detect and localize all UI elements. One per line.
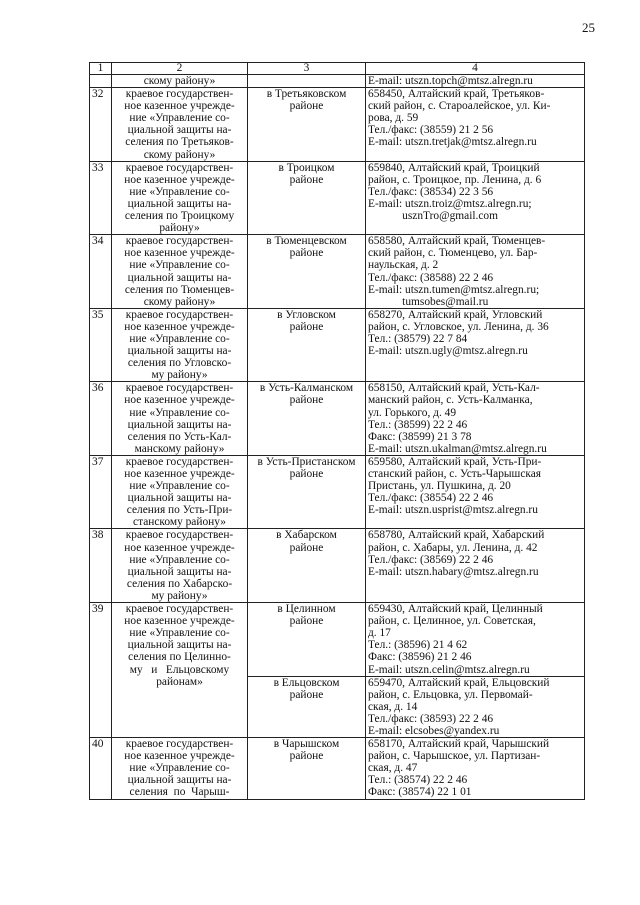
organization-line: ное казенное учрежде- bbox=[124, 247, 235, 260]
organization-line: скому району» bbox=[143, 75, 216, 87]
contact-line: E-mail: utszn.habary@mtsz.alregn.ru bbox=[368, 565, 539, 578]
organization-line: краевое государствен- bbox=[125, 161, 234, 174]
organization-line: ние «Управление со- bbox=[129, 185, 230, 198]
district-line: в Хабарском bbox=[276, 529, 337, 542]
organization-line: ное казенное учрежде- bbox=[124, 100, 235, 113]
organization-cell bbox=[112, 382, 248, 456]
contact-line: Тел.: (38599) 22 2 46 bbox=[368, 418, 468, 431]
contact-cell bbox=[366, 455, 585, 529]
contact-cell bbox=[366, 308, 585, 382]
table-row bbox=[90, 529, 585, 603]
organization-line: ние «Управление со- bbox=[129, 112, 230, 125]
contact-line: ский район, с. Тюменцево, ул. Бар- bbox=[368, 247, 538, 260]
organization-line: селения по Хабарско- bbox=[126, 577, 233, 590]
organization-line: ное казенное учрежде- bbox=[124, 615, 235, 628]
contact-line: E-mail: utszn.tumen@mtsz.alregn.ru; bbox=[368, 283, 540, 296]
contact-line: 658780, Алтайский край, Хабарский bbox=[368, 529, 545, 542]
district-line: районе bbox=[289, 541, 324, 554]
table-row bbox=[90, 88, 585, 162]
organization-line: циальной защиты на- bbox=[127, 124, 232, 137]
organization-cell bbox=[112, 308, 248, 382]
district-cell bbox=[248, 676, 366, 737]
organization-line: краевое государствен- bbox=[125, 235, 234, 248]
row-number: 36 bbox=[90, 382, 112, 456]
contact-line: E-mail: utszn.tretjak@mtsz.alregn.ru bbox=[368, 136, 537, 149]
district-cell bbox=[248, 235, 366, 309]
district-cell bbox=[248, 161, 366, 235]
organization-line: ное казенное учрежде- bbox=[124, 394, 235, 407]
column-header: 4 bbox=[366, 63, 585, 75]
contact-line: E-mail: utszn.topch@mtsz.alregn.ru bbox=[368, 75, 533, 87]
contact-line: Тел./факс: (38569) 22 2 46 bbox=[368, 553, 494, 566]
contact-cell bbox=[366, 676, 585, 737]
organization-line: селения по Целинно- bbox=[128, 651, 231, 664]
contact-line: Тел./факс: (38559) 21 2 56 bbox=[368, 124, 494, 137]
row-number: 35 bbox=[90, 308, 112, 382]
district-line: в Третьяковском bbox=[266, 88, 347, 101]
organization-line: станскому району» bbox=[133, 516, 226, 529]
district-line: в Угловском bbox=[277, 308, 336, 321]
organization-line: циальной защиты на- bbox=[127, 345, 232, 358]
district-line: районе bbox=[289, 688, 324, 701]
contact-line: Тел./факс: (38554) 22 2 46 bbox=[368, 492, 494, 505]
contact-cell bbox=[366, 75, 585, 88]
organization-cell bbox=[112, 455, 248, 529]
contact-line: E-mail: utszn.usprist@mtsz.alregn.ru bbox=[368, 504, 538, 517]
row-number: 38 bbox=[90, 529, 112, 603]
organization-line: циальной защиты на- bbox=[127, 639, 232, 652]
district-line: районе bbox=[289, 468, 324, 480]
contact-cell bbox=[366, 603, 585, 677]
organization-line: краевое государствен- bbox=[125, 738, 234, 751]
district-cell bbox=[248, 88, 366, 162]
column-header: 2 bbox=[112, 63, 248, 75]
organization-line: циальной защиты на- bbox=[127, 774, 232, 787]
contact-line: E-mail: utszn.celin@mtsz.alregn.ru bbox=[368, 663, 530, 676]
contact-line: Тел./факс: (38588) 22 2 46 bbox=[368, 271, 494, 284]
contact-line: ский район, с. Староалейское, ул. Ки- bbox=[368, 100, 551, 113]
organization-line: циальной защиты на- bbox=[127, 197, 232, 210]
contact-cell bbox=[366, 88, 585, 162]
district-line: в Тюменцевском bbox=[266, 235, 347, 248]
organization-line: скому району» bbox=[143, 295, 216, 308]
contact-line: usznTro@gmail.com bbox=[368, 210, 498, 223]
contact-line: Факс: (38599) 21 3 78 bbox=[368, 430, 472, 443]
table-row bbox=[90, 382, 585, 456]
organization-line: ное казенное учрежде- bbox=[124, 468, 235, 480]
contact-cell bbox=[366, 161, 585, 235]
district-line: в Целинном bbox=[277, 603, 336, 616]
table-row bbox=[90, 235, 585, 309]
contact-line: наульская, д. 2 bbox=[368, 259, 439, 272]
organization-line: ное казенное учрежде- bbox=[124, 320, 235, 333]
district-line: в Усть-Пристанском bbox=[257, 455, 356, 468]
column-header: 1 bbox=[90, 63, 112, 75]
table-row bbox=[90, 75, 585, 88]
contact-line: E-mail: utszn.ugly@mtsz.alregn.ru bbox=[368, 345, 528, 358]
organization-line: ное казенное учрежде- bbox=[124, 541, 235, 554]
organization-line: циальной защиты на- bbox=[127, 418, 232, 431]
organization-line: краевое государствен- bbox=[125, 603, 234, 616]
institutions-table bbox=[89, 62, 585, 800]
column-header-row bbox=[90, 63, 585, 75]
contact-cell bbox=[366, 382, 585, 456]
contact-line: манский район, с. Усть-Калманка, bbox=[368, 394, 533, 407]
row-number: 32 bbox=[90, 88, 112, 162]
contact-line: район, с. Угловское, ул. Ленина, д. 36 bbox=[368, 320, 549, 333]
organization-line: ние «Управление со- bbox=[129, 406, 230, 419]
contact-line: tumsobes@mail.ru bbox=[368, 295, 489, 308]
contact-line: 659470, Алтайский край, Ельцовский bbox=[368, 676, 550, 689]
organization-cell bbox=[112, 161, 248, 235]
district-line: в Усть-Калманском bbox=[259, 382, 354, 395]
organization-line: ние «Управление со- bbox=[129, 259, 230, 272]
contact-line: д. 17 bbox=[368, 627, 391, 640]
contact-line: E-mail: utszn.ukalman@mtsz.alregn.ru bbox=[368, 442, 547, 455]
row-number: 39 bbox=[90, 603, 112, 738]
organization-line: ние «Управление со- bbox=[129, 627, 230, 640]
contact-line: район, с. Хабары, ул. Ленина, д. 42 bbox=[368, 541, 538, 554]
row-number: 33 bbox=[90, 161, 112, 235]
district-cell bbox=[248, 455, 366, 529]
district-line: районе bbox=[289, 320, 324, 333]
organization-line: краевое государствен- bbox=[125, 529, 234, 542]
contact-line: 658450, Алтайский край, Третьяков- bbox=[368, 88, 545, 101]
organization-line: му району» bbox=[151, 369, 208, 382]
row-number: 40 bbox=[90, 738, 112, 799]
contact-line: 659580, Алтайский край, Усть-При- bbox=[368, 455, 542, 468]
contact-line: Тел.: (38579) 22 7 84 bbox=[368, 332, 468, 345]
district-line: районе bbox=[289, 750, 324, 763]
contact-line: 659840, Алтайский край, Троицкий bbox=[368, 161, 540, 174]
contact-line: Факс: (38574) 22 1 01 bbox=[368, 786, 472, 799]
organization-line: селения по Тюменцев- bbox=[124, 283, 235, 296]
district-line: районе bbox=[289, 100, 324, 113]
contact-line: E-mail: utszn.troiz@mtsz.alregn.ru; bbox=[368, 197, 532, 210]
organization-line: краевое государствен- bbox=[125, 455, 234, 468]
organization-cell bbox=[112, 88, 248, 162]
contact-cell bbox=[366, 529, 585, 603]
district-line: районе bbox=[289, 173, 324, 186]
contact-line: ская, д. 47 bbox=[368, 762, 418, 775]
row-number bbox=[90, 75, 112, 88]
contact-line: Пристань, ул. Пушкина, д. 20 bbox=[368, 480, 511, 493]
district-line: в Троицком bbox=[278, 161, 335, 174]
contact-cell bbox=[366, 235, 585, 309]
contact-cell bbox=[366, 738, 585, 799]
district-cell bbox=[248, 308, 366, 382]
organization-line: селения по Чарыш- bbox=[129, 786, 230, 799]
district-cell bbox=[248, 75, 366, 88]
contact-line: ул. Горького, д. 49 bbox=[368, 406, 457, 419]
organization-line: скому району» bbox=[143, 148, 216, 161]
organization-line: му и Ельцовскому bbox=[129, 663, 230, 676]
organization-line: ние «Управление со- bbox=[129, 332, 230, 345]
contact-line: район, с. Чарышское, ул. Партизан- bbox=[368, 750, 541, 763]
organization-line: селения по Угловско- bbox=[127, 357, 232, 370]
organization-line: ние «Управление со- bbox=[129, 553, 230, 566]
organization-line: селения по Усть-При- bbox=[126, 504, 233, 517]
contact-line: рова, д. 59 bbox=[368, 112, 419, 125]
organization-line: ное казенное учрежде- bbox=[124, 750, 235, 763]
contact-line: Тел./факс: (38593) 22 2 46 bbox=[368, 712, 494, 725]
organization-line: циальной защиты на- bbox=[127, 271, 232, 284]
row-number: 34 bbox=[90, 235, 112, 309]
organization-line: краевое государствен- bbox=[125, 88, 234, 101]
district-line: районе bbox=[289, 247, 324, 260]
district-cell bbox=[248, 529, 366, 603]
organization-cell bbox=[112, 235, 248, 309]
organization-line: селения по Усть-Кал- bbox=[127, 430, 232, 443]
contact-line: район, с. Троицкое, пр. Ленина, д. 6 bbox=[368, 173, 542, 186]
district-cell bbox=[248, 603, 366, 677]
organization-line: ное казенное учрежде- bbox=[124, 173, 235, 186]
contact-line: Тел./факс: (38534) 22 3 56 bbox=[368, 185, 494, 198]
contact-line: 659430, Алтайский край, Целинный bbox=[368, 603, 543, 616]
organization-line: районам» bbox=[156, 675, 203, 688]
contact-line: станский район, с. Усть-Чарышская bbox=[368, 468, 542, 480]
contact-line: 658270, Алтайский край, Угловский bbox=[368, 308, 543, 321]
organization-cell bbox=[112, 738, 248, 799]
contact-line: район, с. Целинное, ул. Советская, bbox=[368, 615, 536, 628]
contact-line: Тел.: (38596) 21 4 62 bbox=[368, 639, 468, 652]
column-header: 3 bbox=[248, 63, 366, 75]
table-row bbox=[90, 161, 585, 235]
contact-line: Тел.: (38574) 22 2 46 bbox=[368, 774, 468, 787]
district-line: в Чарышском bbox=[273, 738, 340, 751]
organization-cell bbox=[112, 75, 248, 88]
contact-line: 658580, Алтайский край, Тюменцев- bbox=[368, 235, 546, 248]
contact-line: Факс: (38596) 21 2 46 bbox=[368, 651, 472, 664]
district-cell bbox=[248, 382, 366, 456]
table-row bbox=[90, 603, 585, 677]
organization-cell bbox=[112, 529, 248, 603]
district-line: районе bbox=[289, 394, 324, 407]
organization-line: манскому району» bbox=[134, 442, 225, 455]
organization-line: краевое государствен- bbox=[125, 382, 234, 395]
organization-line: ние «Управление со- bbox=[129, 762, 230, 775]
contact-line: район, с. Ельцовка, ул. Первомай- bbox=[368, 688, 533, 701]
contact-line: 658170, Алтайский край, Чарышский bbox=[368, 738, 550, 751]
organization-line: ние «Управление со- bbox=[129, 480, 230, 493]
contact-line: 658150, Алтайский край, Усть-Кал- bbox=[368, 382, 540, 395]
organization-line: селения по Троицкому bbox=[124, 210, 235, 223]
organization-line: циальной защиты на- bbox=[127, 565, 232, 578]
contact-line: ская, д. 14 bbox=[368, 700, 418, 713]
organization-line: циальной защиты на- bbox=[127, 492, 232, 505]
page-number: 25 bbox=[582, 20, 595, 35]
row-number: 37 bbox=[90, 455, 112, 529]
district-line: районе bbox=[289, 615, 324, 628]
organization-line: району» bbox=[159, 222, 200, 235]
organization-line: селения по Третьяков- bbox=[125, 136, 234, 149]
table-row bbox=[90, 308, 585, 382]
district-line: в Ельцовском bbox=[273, 676, 340, 689]
organization-line: му району» bbox=[151, 589, 208, 602]
table-row bbox=[90, 738, 585, 799]
district-cell bbox=[248, 738, 366, 799]
organization-cell bbox=[112, 603, 248, 738]
table-row bbox=[90, 455, 585, 529]
organization-line: краевое государствен- bbox=[125, 308, 234, 321]
contact-line: E-mail: elcsobes@yandex.ru bbox=[368, 724, 500, 737]
